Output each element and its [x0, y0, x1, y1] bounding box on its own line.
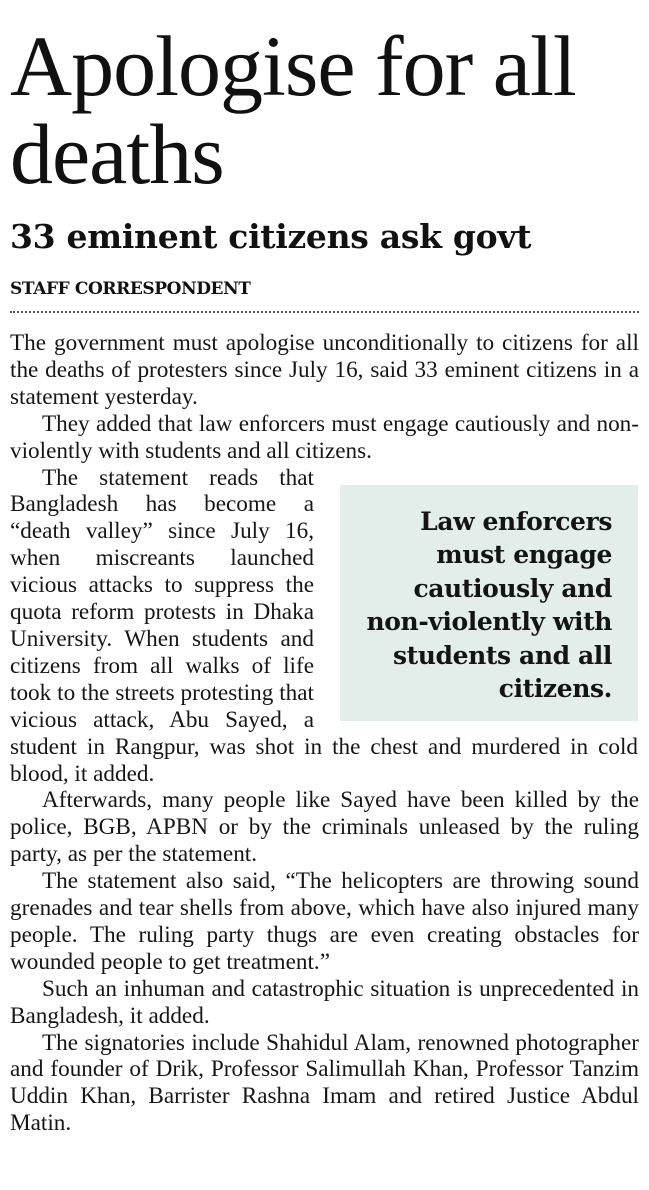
pullquote-spacer: [638, 465, 639, 765]
paragraph-6: Such an inhuman and catastrophic situation is unprecedented in Bangladesh, it added.: [10, 975, 639, 1029]
headline: Apologise for all deaths: [10, 18, 576, 202]
paragraph-5: The statement also said, “The helicopters are throwing sound grenades and tear shells from above, which have also injured many people. The ruling party thugs are even creating obstacles for wounded people to get treatment.”: [10, 868, 639, 975]
paragraph-1: The government must apologise unconditionally to citizens for all the deaths of protesters since July 16, said 33 eminent citizens in a statement yesterday.: [10, 330, 639, 410]
byline-divider: [10, 311, 639, 313]
paragraph-2: They added that law enforcers must engage cautiously and non-violently with students and all citizens.: [10, 410, 639, 464]
pullquote-text: Law enforcers must engage cautiously and non-violently with students and all citizens.: [366, 506, 612, 704]
paragraph-7: The signatories include Shahidul Alam, renowned photographer and founder of Drik, Professor Salimullah Khan, Professor Tanzim Uddin Khan, Barrister Rashna Imam and retired Justice Abdul Matin.: [10, 1029, 639, 1137]
article-body: [10, 330, 639, 1137]
pullquote-box: [340, 485, 638, 721]
byline: STAFF CORRESPONDENT: [10, 279, 251, 299]
subheadline: 33 eminent citizens ask govt: [10, 217, 532, 256]
paragraph-3: The statement reads that Bangladesh has become a “death valley” since July 16, when miscreants launched vicious attacks to suppress the quota reform protests in Dhaka University. When students and citizens from all walks of life took to the streets protesting that vicious attack, Abu Sayed, a student in Rangpur, was shot in the chest and murdered in cold blood, it added.: [10, 464, 638, 787]
paragraph-4: Afterwards, many people like Sayed have been killed by the police, BGB, APBN or by the criminals unleased by the ruling party, as per the statement.: [10, 787, 639, 868]
